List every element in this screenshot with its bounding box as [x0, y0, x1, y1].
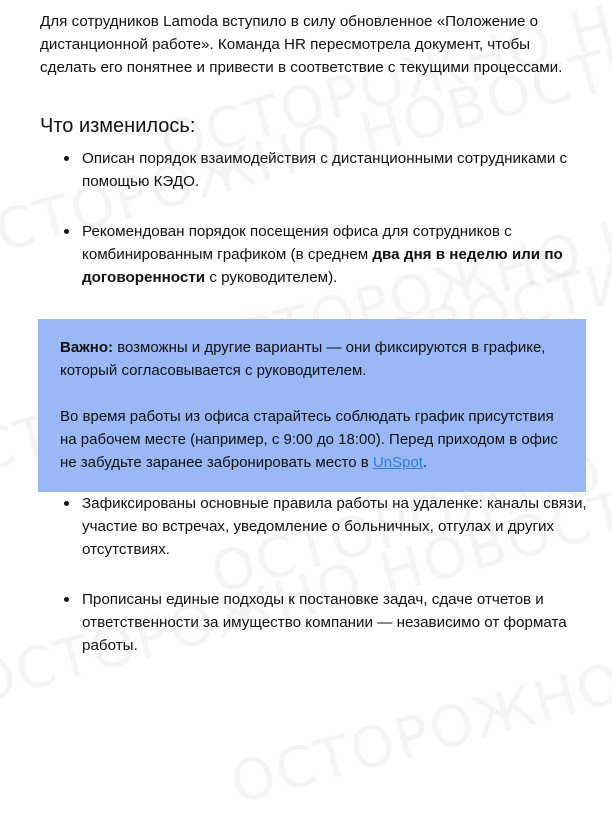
section-heading: Что изменилось:	[40, 115, 196, 137]
important-callout	[38, 319, 586, 492]
list-item-text-end: с руководителем).	[205, 269, 338, 286]
article	[40, 10, 588, 657]
callout-paragraph-2	[60, 405, 564, 474]
list-item-text: Зафиксированы основные правила работы на удаленке: каналы связи, участие во встречах, уведомление о больничных, отгулах и других отсутствиях.	[82, 495, 587, 558]
unspot-link[interactable]: UnSpot	[372, 454, 423, 471]
list-item	[40, 147, 588, 193]
callout-paragraph-1	[60, 336, 564, 382]
bullet-list-bottom	[40, 492, 588, 657]
callout-text: Во время работы из офиса старайтесь соблюдать график присутствия на рабочем месте (например, с 9:00 до 18:00). Перед приходом в офис не забудьте заранее забронировать место в	[60, 408, 558, 471]
callout-label: Важно:	[60, 339, 114, 356]
callout-text: возможны и другие варианты — они фиксируются в графике, который согласовывается с руководителем.	[60, 339, 546, 379]
intro-paragraph: Для сотрудников Lamoda вступило в силу обновленное «Положение о дистанционной работе». Команда HR пересмотрела документ, чтобы сделать его понятнее и привести в соответствие с текущими процессами.	[40, 13, 563, 76]
list-item	[40, 588, 588, 657]
list-item-bold: два дня в неделю или по договоренности	[82, 246, 563, 286]
list-item-text: Описан порядок взаимодействия с дистанционными сотрудниками с помощью КЭДО.	[82, 150, 568, 190]
list-item-text: Рекомендован порядок посещения офиса для сотрудников с комбинированным графиком (в среднем	[82, 223, 512, 263]
list-item	[40, 220, 588, 289]
list-item	[40, 492, 588, 561]
callout-text-end: .	[422, 454, 428, 471]
list-item-text: Прописаны единые подходы к постановке задач, сдаче отчетов и ответственности за имущество компании — независимо от формата работы.	[82, 591, 567, 654]
bullet-list-top	[40, 147, 588, 289]
